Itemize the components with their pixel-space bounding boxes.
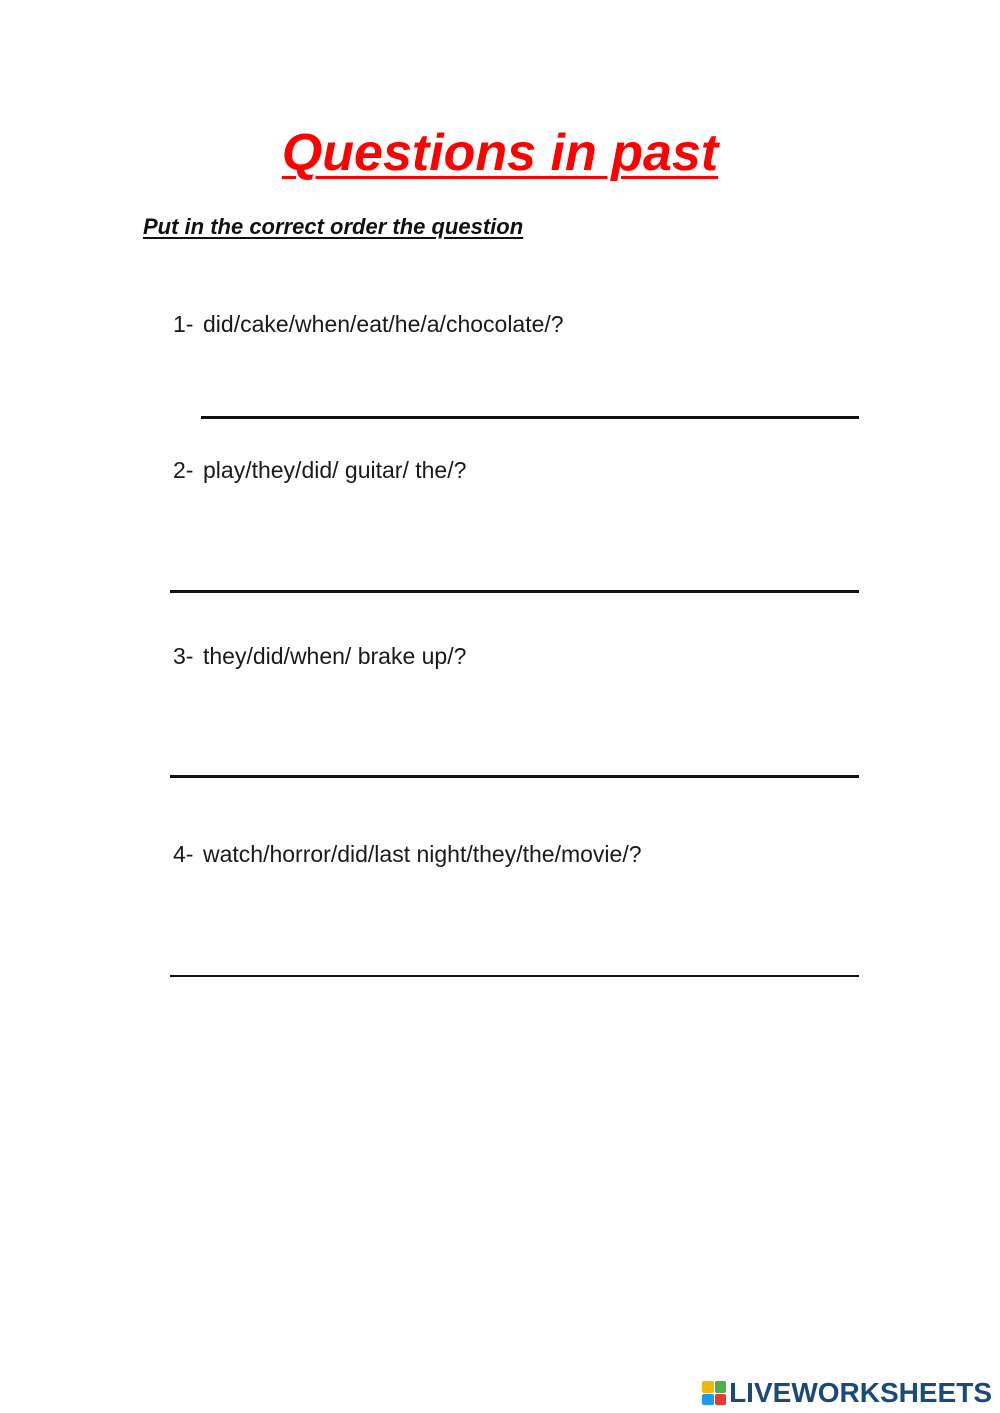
liveworksheets-brand: [702, 1379, 992, 1407]
answer-line-3[interactable]: [170, 775, 859, 778]
question-4: [173, 841, 642, 869]
question-number: 2-: [173, 457, 194, 483]
logo-square: [715, 1394, 727, 1406]
question-3: [173, 643, 466, 671]
question-2: [173, 457, 466, 485]
logo-square: [702, 1381, 714, 1393]
question-1: [173, 311, 564, 339]
logo-square: [702, 1394, 714, 1406]
question-text: did/cake/when/eat/he/a/chocolate/?: [203, 311, 564, 337]
page-title: Questions in past: [281, 124, 719, 182]
answer-line-1[interactable]: [201, 416, 859, 419]
question-text: play/they/did/ guitar/ the/?: [203, 457, 467, 483]
question-number: 3-: [173, 643, 194, 669]
answer-line-4[interactable]: [170, 975, 859, 977]
question-number: 1-: [173, 311, 194, 337]
question-text: watch/horror/did/last night/they/the/movie/?: [203, 841, 642, 867]
logo-square: [715, 1381, 727, 1393]
question-number: 4-: [173, 841, 194, 867]
question-text: they/did/when/ brake up/?: [203, 643, 467, 669]
instruction-text: Put in the correct order the question: [143, 214, 524, 239]
brand-name: LIVEWORKSHEETS: [729, 1377, 992, 1408]
answer-line-2[interactable]: [170, 590, 859, 593]
liveworksheets-logo-icon: [702, 1381, 726, 1405]
